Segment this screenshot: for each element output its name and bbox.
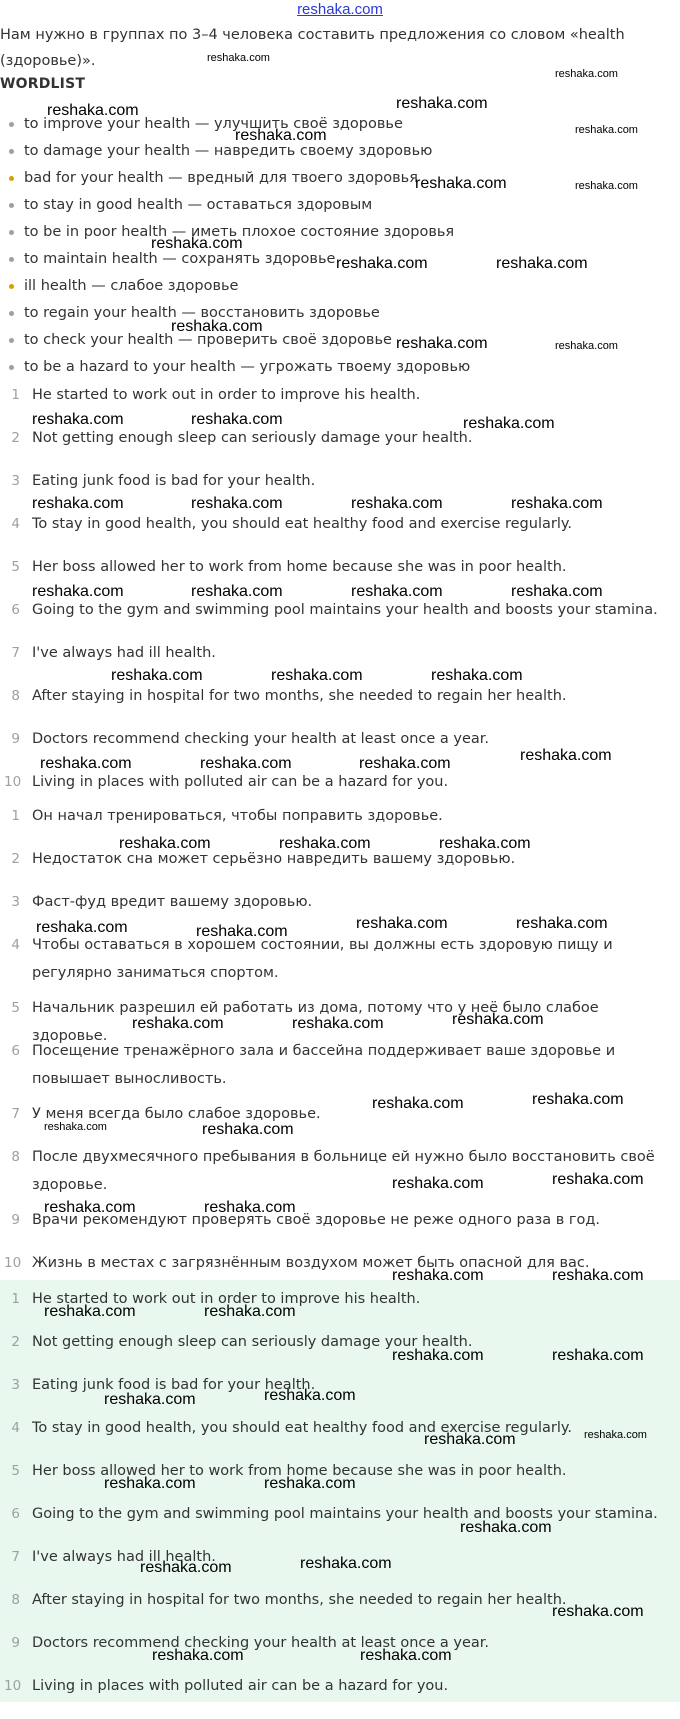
bullet-icon [9, 203, 14, 208]
watermark: reshaka.com [264, 1387, 356, 1404]
task-text: Нам нужно в группах по 3–4 человека составить предложения со словом «health (здоровье)». [0, 27, 625, 69]
watermark: reshaka.com [44, 1199, 136, 1216]
sentence-item: 1 He started to work out in order to improve his health. [11, 387, 421, 403]
watermark: reshaka.com [439, 835, 531, 852]
sentences-en-list [0, 385, 680, 815]
watermark: reshaka.com [552, 1267, 644, 1284]
watermark: reshaka.com [32, 583, 124, 600]
watermark: reshaka.com [191, 583, 283, 600]
watermark: reshaka.com [40, 755, 132, 772]
sentence-item: 5 Начальник разрешил ей работать из дома, потому что у неё было слабое здоровье. [11, 1000, 599, 1044]
watermark: reshaka.com [351, 583, 443, 600]
watermark: reshaka.com [196, 923, 288, 940]
watermark: reshaka.com [44, 1303, 136, 1320]
watermark: reshaka.com [392, 1175, 484, 1192]
watermark: reshaka.com [264, 1475, 356, 1492]
watermark: reshaka.com [555, 340, 618, 352]
sentence-item: 2 Недостаток сна может серьёзно навредить вашему здоровью. [11, 851, 516, 867]
sentence-item: 10 Living in places with polluted air can be a hazard for you. [4, 774, 449, 790]
bullet-icon [9, 338, 14, 343]
sentence-item: 10 Living in places with polluted air can be a hazard for you. [4, 1678, 449, 1694]
wordlist-item: to regain your health — восстановить здоровье [0, 300, 470, 327]
watermark: reshaka.com [359, 755, 451, 772]
sentences-ru-list [0, 802, 680, 1279]
sentence-item: 10 Жизнь в местах с загрязнённым воздухом может быть опасной для вас. [4, 1255, 590, 1271]
sentence-item: 5 Her boss allowed her to work from home because she was in poor health. [11, 1463, 567, 1479]
wordlist-item: to maintain health — сохранять здоровье [0, 246, 470, 273]
watermark: reshaka.com [271, 667, 363, 684]
sentence-item: 2 Not getting enough sleep can seriously damage your health. [11, 1334, 473, 1350]
wordlist [0, 111, 470, 381]
watermark: reshaka.com [584, 1429, 647, 1441]
watermark: reshaka.com [460, 1519, 552, 1536]
watermark: reshaka.com [279, 835, 371, 852]
sentence-item: 7 I've always had ill health. [11, 645, 216, 661]
sentence-item: 1 Он начал тренироваться, чтобы поправить здоровье. [11, 808, 443, 824]
watermark: reshaka.com [202, 1121, 294, 1138]
bullet-icon [9, 365, 14, 370]
watermark: reshaka.com [204, 1303, 296, 1320]
watermark: reshaka.com [392, 1347, 484, 1364]
watermark: reshaka.com [396, 335, 488, 352]
watermark: reshaka.com [351, 495, 443, 512]
watermark: reshaka.com [292, 1015, 384, 1032]
sentence-item: 6 Going to the gym and swimming pool maintains your health and boosts your stamina. [11, 602, 658, 618]
watermark: reshaka.com [431, 667, 523, 684]
watermark: reshaka.com [336, 255, 428, 272]
watermark: reshaka.com [152, 1647, 244, 1664]
sentence-item: 4 Чтобы оставаться в хорошем состоянии, вы должны есть здоровую пищу и регулярно заниматься спортом. [11, 937, 613, 981]
watermark: reshaka.com [300, 1555, 392, 1572]
wordlist-item: to be in poor health — иметь плохое состояние здоровья [0, 219, 470, 246]
watermark: reshaka.com [511, 495, 603, 512]
sentence-item: 9 Врачи рекомендуют проверять своё здоровье не реже одного раза в год. [11, 1212, 601, 1228]
bullet-icon [9, 257, 14, 262]
watermark: reshaka.com [360, 1647, 452, 1664]
watermark: reshaka.com [463, 415, 555, 432]
wordlist-item: to damage your health — навредить своему здоровью [0, 138, 470, 165]
sentence-item: 3 Eating junk food is bad for your health. [11, 1377, 316, 1393]
watermark: reshaka.com [140, 1559, 232, 1576]
sentences-en-highlight-list [0, 1289, 680, 1719]
sentence-item: 8 After staying in hospital for two months, she needed to regain her health. [11, 1592, 567, 1608]
wordlist-item: to improve your health — улучшить своё здоровье [0, 111, 470, 138]
watermark: reshaka.com [415, 175, 507, 192]
wordlist-item: to be a hazard to your health — угрожать твоему здоровью [0, 354, 470, 381]
wordlist-heading: WORDLIST [0, 76, 86, 92]
watermark: reshaka.com [44, 1121, 107, 1133]
sentence-item: 6 Going to the gym and swimming pool maintains your health and boosts your stamina. [11, 1506, 658, 1522]
sentence-item: 4 To stay in good health, you should eat healthy food and exercise regularly. [11, 1420, 572, 1436]
watermark: reshaka.com [47, 102, 139, 119]
watermark: reshaka.com [424, 1431, 516, 1448]
wordlist-item: bad for your health — вредный для твоего здоровья [0, 165, 470, 192]
watermark: reshaka.com [235, 127, 327, 144]
site-link[interactable]: reshaka.com [297, 1, 383, 18]
watermark: reshaka.com [372, 1095, 464, 1112]
watermark: reshaka.com [191, 411, 283, 428]
watermark: reshaka.com [552, 1171, 644, 1188]
sentence-item: 3 Eating junk food is bad for your health. [11, 473, 316, 489]
watermark: reshaka.com [151, 235, 243, 252]
watermark: reshaka.com [552, 1347, 644, 1364]
sentence-item: 8 После двухмесячного пребывания в больнице ей нужно было восстановить своё здоровье. [11, 1149, 655, 1193]
watermark: reshaka.com [516, 915, 608, 932]
watermark: reshaka.com [204, 1199, 296, 1216]
sentence-item: 9 Doctors recommend checking your health at least once a year. [11, 731, 490, 747]
watermark: reshaka.com [104, 1475, 196, 1492]
watermark: reshaka.com [452, 1011, 544, 1028]
sentence-item: 1 He started to work out in order to improve his health. [11, 1291, 421, 1307]
watermark: reshaka.com [36, 919, 128, 936]
watermark: reshaka.com [119, 835, 211, 852]
watermark: reshaka.com [552, 1603, 644, 1620]
watermark: reshaka.com [32, 411, 124, 428]
sentence-item: 7 У меня всегда было слабое здоровье. [11, 1106, 321, 1122]
watermark: reshaka.com [532, 1091, 624, 1108]
sentence-item: 3 Фаст-фуд вредит вашему здоровью. [11, 894, 313, 910]
watermark: reshaka.com [132, 1015, 224, 1032]
watermark: reshaka.com [520, 747, 612, 764]
watermark: reshaka.com [171, 318, 263, 335]
watermark: reshaka.com [200, 755, 292, 772]
watermark: reshaka.com [104, 1391, 196, 1408]
bullet-icon [9, 311, 14, 316]
watermark: reshaka.com [496, 255, 588, 272]
sentence-item: 6 Посещение тренажёрного зала и бассейна поддерживает ваше здоровье и повышает выносливость. [11, 1043, 616, 1087]
watermark: reshaka.com [575, 180, 638, 192]
watermark: reshaka.com [396, 95, 488, 112]
wordlist-item: to stay in good health — оставаться здоровым [0, 192, 470, 219]
wordlist-item: to check your health — проверить своё здоровье [0, 327, 470, 354]
watermark: reshaka.com [32, 495, 124, 512]
sentence-item: 8 After staying in hospital for two months, she needed to regain her health. [11, 688, 567, 704]
watermark: reshaka.com [392, 1267, 484, 1284]
watermark: reshaka.com [111, 667, 203, 684]
watermark: reshaka.com [575, 124, 638, 136]
bullet-icon [9, 176, 14, 181]
sentence-item: 9 Doctors recommend checking your health at least once a year. [11, 1635, 490, 1651]
bullet-icon [9, 122, 14, 127]
sentence-item: 7 I've always had ill health. [11, 1549, 216, 1565]
sentence-item: 2 Not getting enough sleep can seriously damage your health. [11, 430, 473, 446]
bullet-icon [9, 284, 14, 289]
watermark: reshaka.com [207, 52, 270, 64]
watermark: reshaka.com [511, 583, 603, 600]
watermark: reshaka.com [555, 68, 618, 80]
bullet-icon [9, 149, 14, 154]
sentence-item: 4 To stay in good health, you should eat healthy food and exercise regularly. [11, 516, 572, 532]
bullet-icon [9, 230, 14, 235]
watermark: reshaka.com [356, 915, 448, 932]
watermark: reshaka.com [191, 495, 283, 512]
sentence-item: 5 Her boss allowed her to work from home because she was in poor health. [11, 559, 567, 575]
wordlist-item: ill health — слабое здоровье [0, 273, 470, 300]
